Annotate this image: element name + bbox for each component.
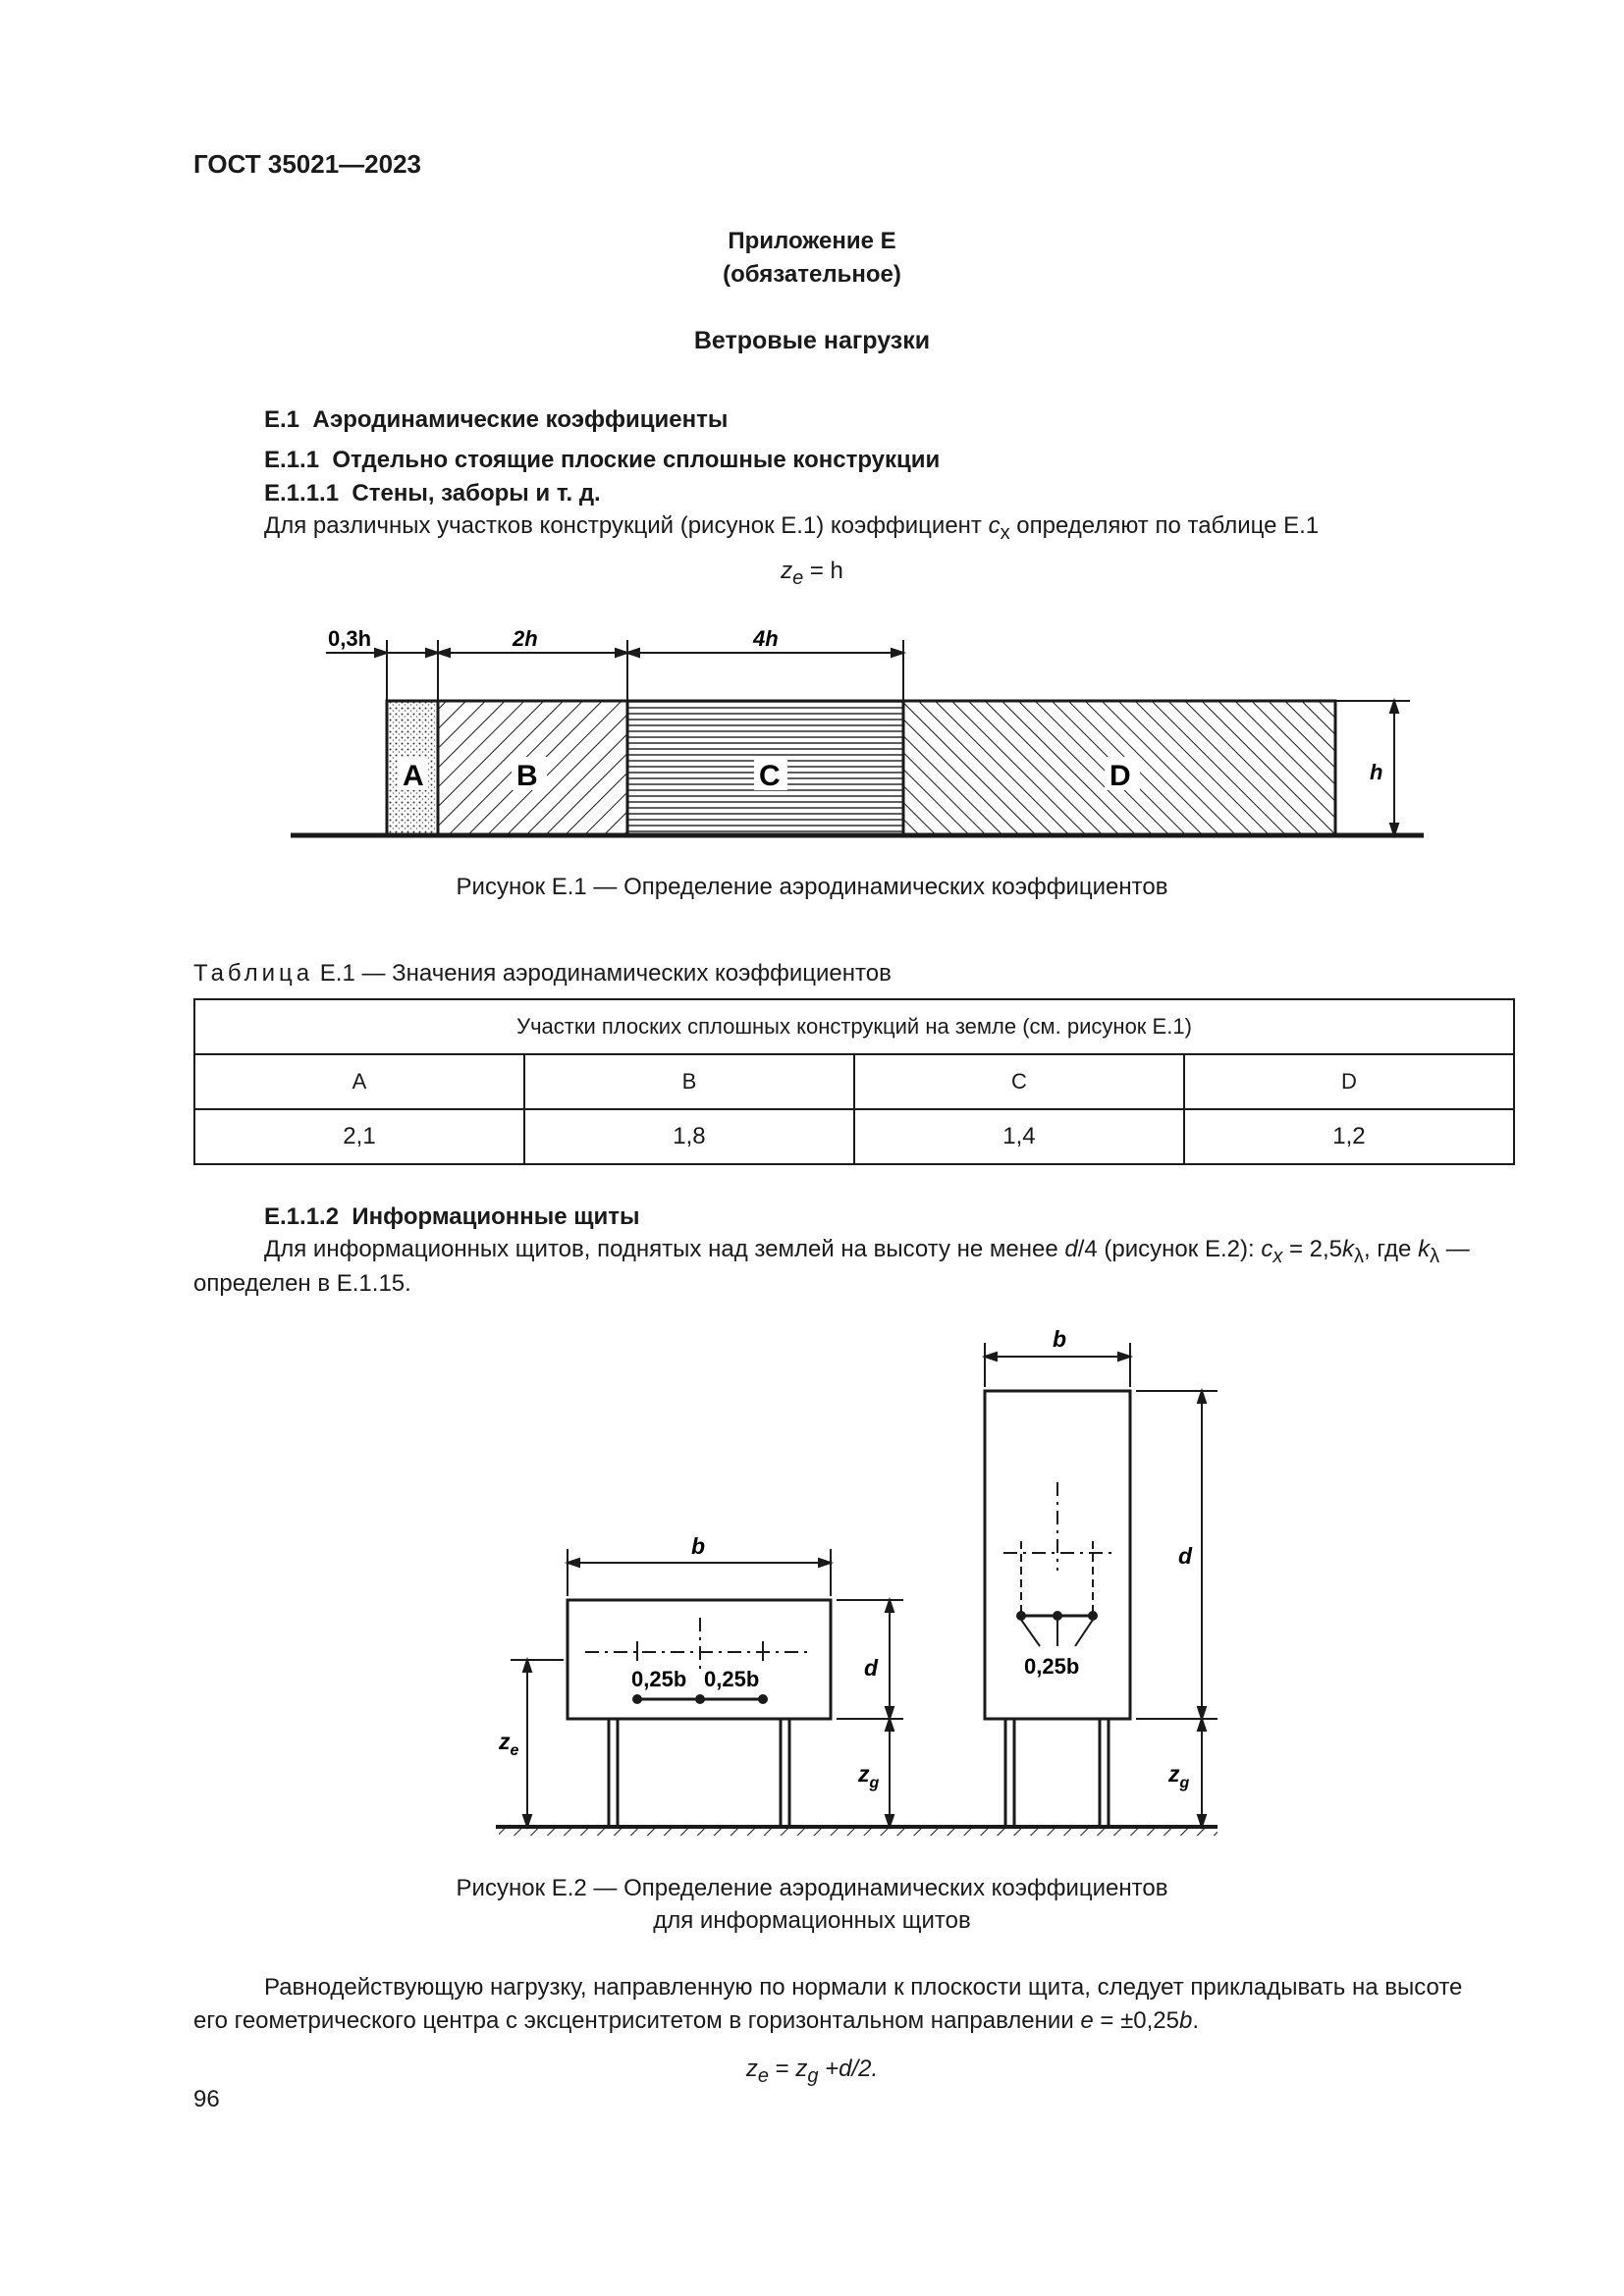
- table-value-a: 2,1: [194, 1109, 524, 1164]
- section-e112-title: Е.1.1.2 Информационные щиты: [264, 1203, 640, 1230]
- ecc-right-label: 0,25b: [1024, 1654, 1080, 1679]
- table-column-c: C: [854, 1054, 1184, 1109]
- table-column-b: B: [524, 1054, 854, 1109]
- dim-d-left-label: d: [864, 1655, 879, 1681]
- section-e111-title: Е.1.1.1 Стены, заборы и т. д.: [264, 480, 601, 507]
- dim-2h-label: 2h: [513, 626, 538, 651]
- zone-b-label: B: [516, 760, 538, 792]
- dim-4h-label: 4h: [753, 626, 779, 651]
- table-column-a: A: [194, 1054, 524, 1109]
- dim-zg-right-label: $z_g$: [1168, 1761, 1190, 1791]
- table-column-d: D: [1184, 1054, 1514, 1109]
- dim-h-label: h: [1370, 760, 1383, 784]
- section-e111-text: Для различных участков конструкций (рисунок Е.1) коэффициент $c_x$ определяют по таблице Е.1: [264, 512, 1320, 544]
- ecc-left-2-label: 0,25b: [704, 1667, 760, 1691]
- section-e1-title: Е.1 Аэродинамические коэффициенты: [264, 406, 729, 433]
- figure-e2-caption-line1: Рисунок Е.2 — Определение аэродинамических коэффициентов: [456, 1875, 1168, 1901]
- dim-d-right-label: d: [1178, 1543, 1193, 1569]
- dim-b-left-label: b: [691, 1533, 706, 1559]
- figure-e2-diagram: [0, 1315, 1624, 1845]
- table-value-c: 1,4: [854, 1109, 1184, 1164]
- ecc-left-1-label: 0,25b: [631, 1667, 687, 1691]
- table-e1-title: Таблица Е.1 — Значения аэродинамических коэффициентов: [193, 960, 892, 987]
- closing-paragraph-line2: его геометрического центра с эксцентриситетом в горизонтальном направлении e = ±0,25b.: [193, 2007, 1200, 2034]
- zone-a-label: A: [403, 760, 424, 792]
- right-board: [985, 1391, 1130, 1827]
- appendix-title: Приложение Е: [728, 228, 896, 254]
- figure-e1-caption: Рисунок Е.1 — Определение аэродинамических коэффициентов: [456, 874, 1168, 900]
- section-e112-text: Для информационных щитов, поднятых над землей на высоту не менее d/4 (рисунок Е.2): $c_x = 2,5k_\lambda$, где $k_\lambda$ —: [264, 1236, 1470, 1267]
- zone-c-label: C: [759, 760, 781, 792]
- section-e11-title: Е.1.1 Отдельно стоящие плоские сплошные конструкции: [264, 447, 941, 473]
- dim-zg-left-label: $z_g$: [858, 1761, 880, 1791]
- figure-e2-caption-line2: для информационных щитов: [653, 1907, 971, 1934]
- appendix-status: (обязательное): [723, 261, 901, 288]
- figure-e1-diagram: [0, 609, 1624, 854]
- table-value-b: 1,8: [524, 1109, 854, 1164]
- left-board: [568, 1600, 831, 1827]
- section-e112-text-line2: определен в Е.1.15.: [193, 1270, 411, 1297]
- table-value-d: 1,2: [1184, 1109, 1514, 1164]
- page-number: 96: [193, 2086, 220, 2112]
- dim-ze-label: $z_e$: [499, 1729, 519, 1759]
- zone-d-label: D: [1110, 760, 1131, 792]
- dim-b-right-label: b: [1053, 1326, 1067, 1352]
- formula-ze-zg: $z_e = z_g +d/2$.: [745, 2056, 879, 2087]
- dim-03h-label: 0,3h: [328, 626, 372, 651]
- document-standard-number: ГОСТ 35021—2023: [193, 149, 421, 179]
- appendix-heading: Ветровые нагрузки: [693, 327, 931, 354]
- table-e1: [193, 998, 1515, 1165]
- closing-paragraph-line1: Равнодействующую нагрузку, направленную по нормали к плоскости щита, следует прикладывать на высоте: [264, 1974, 1463, 2001]
- formula-ze-h: $z_e = h$: [781, 558, 843, 589]
- table-header-cell: Участки плоских сплошных конструкций на земле (см. рисунок Е.1): [194, 999, 1514, 1054]
